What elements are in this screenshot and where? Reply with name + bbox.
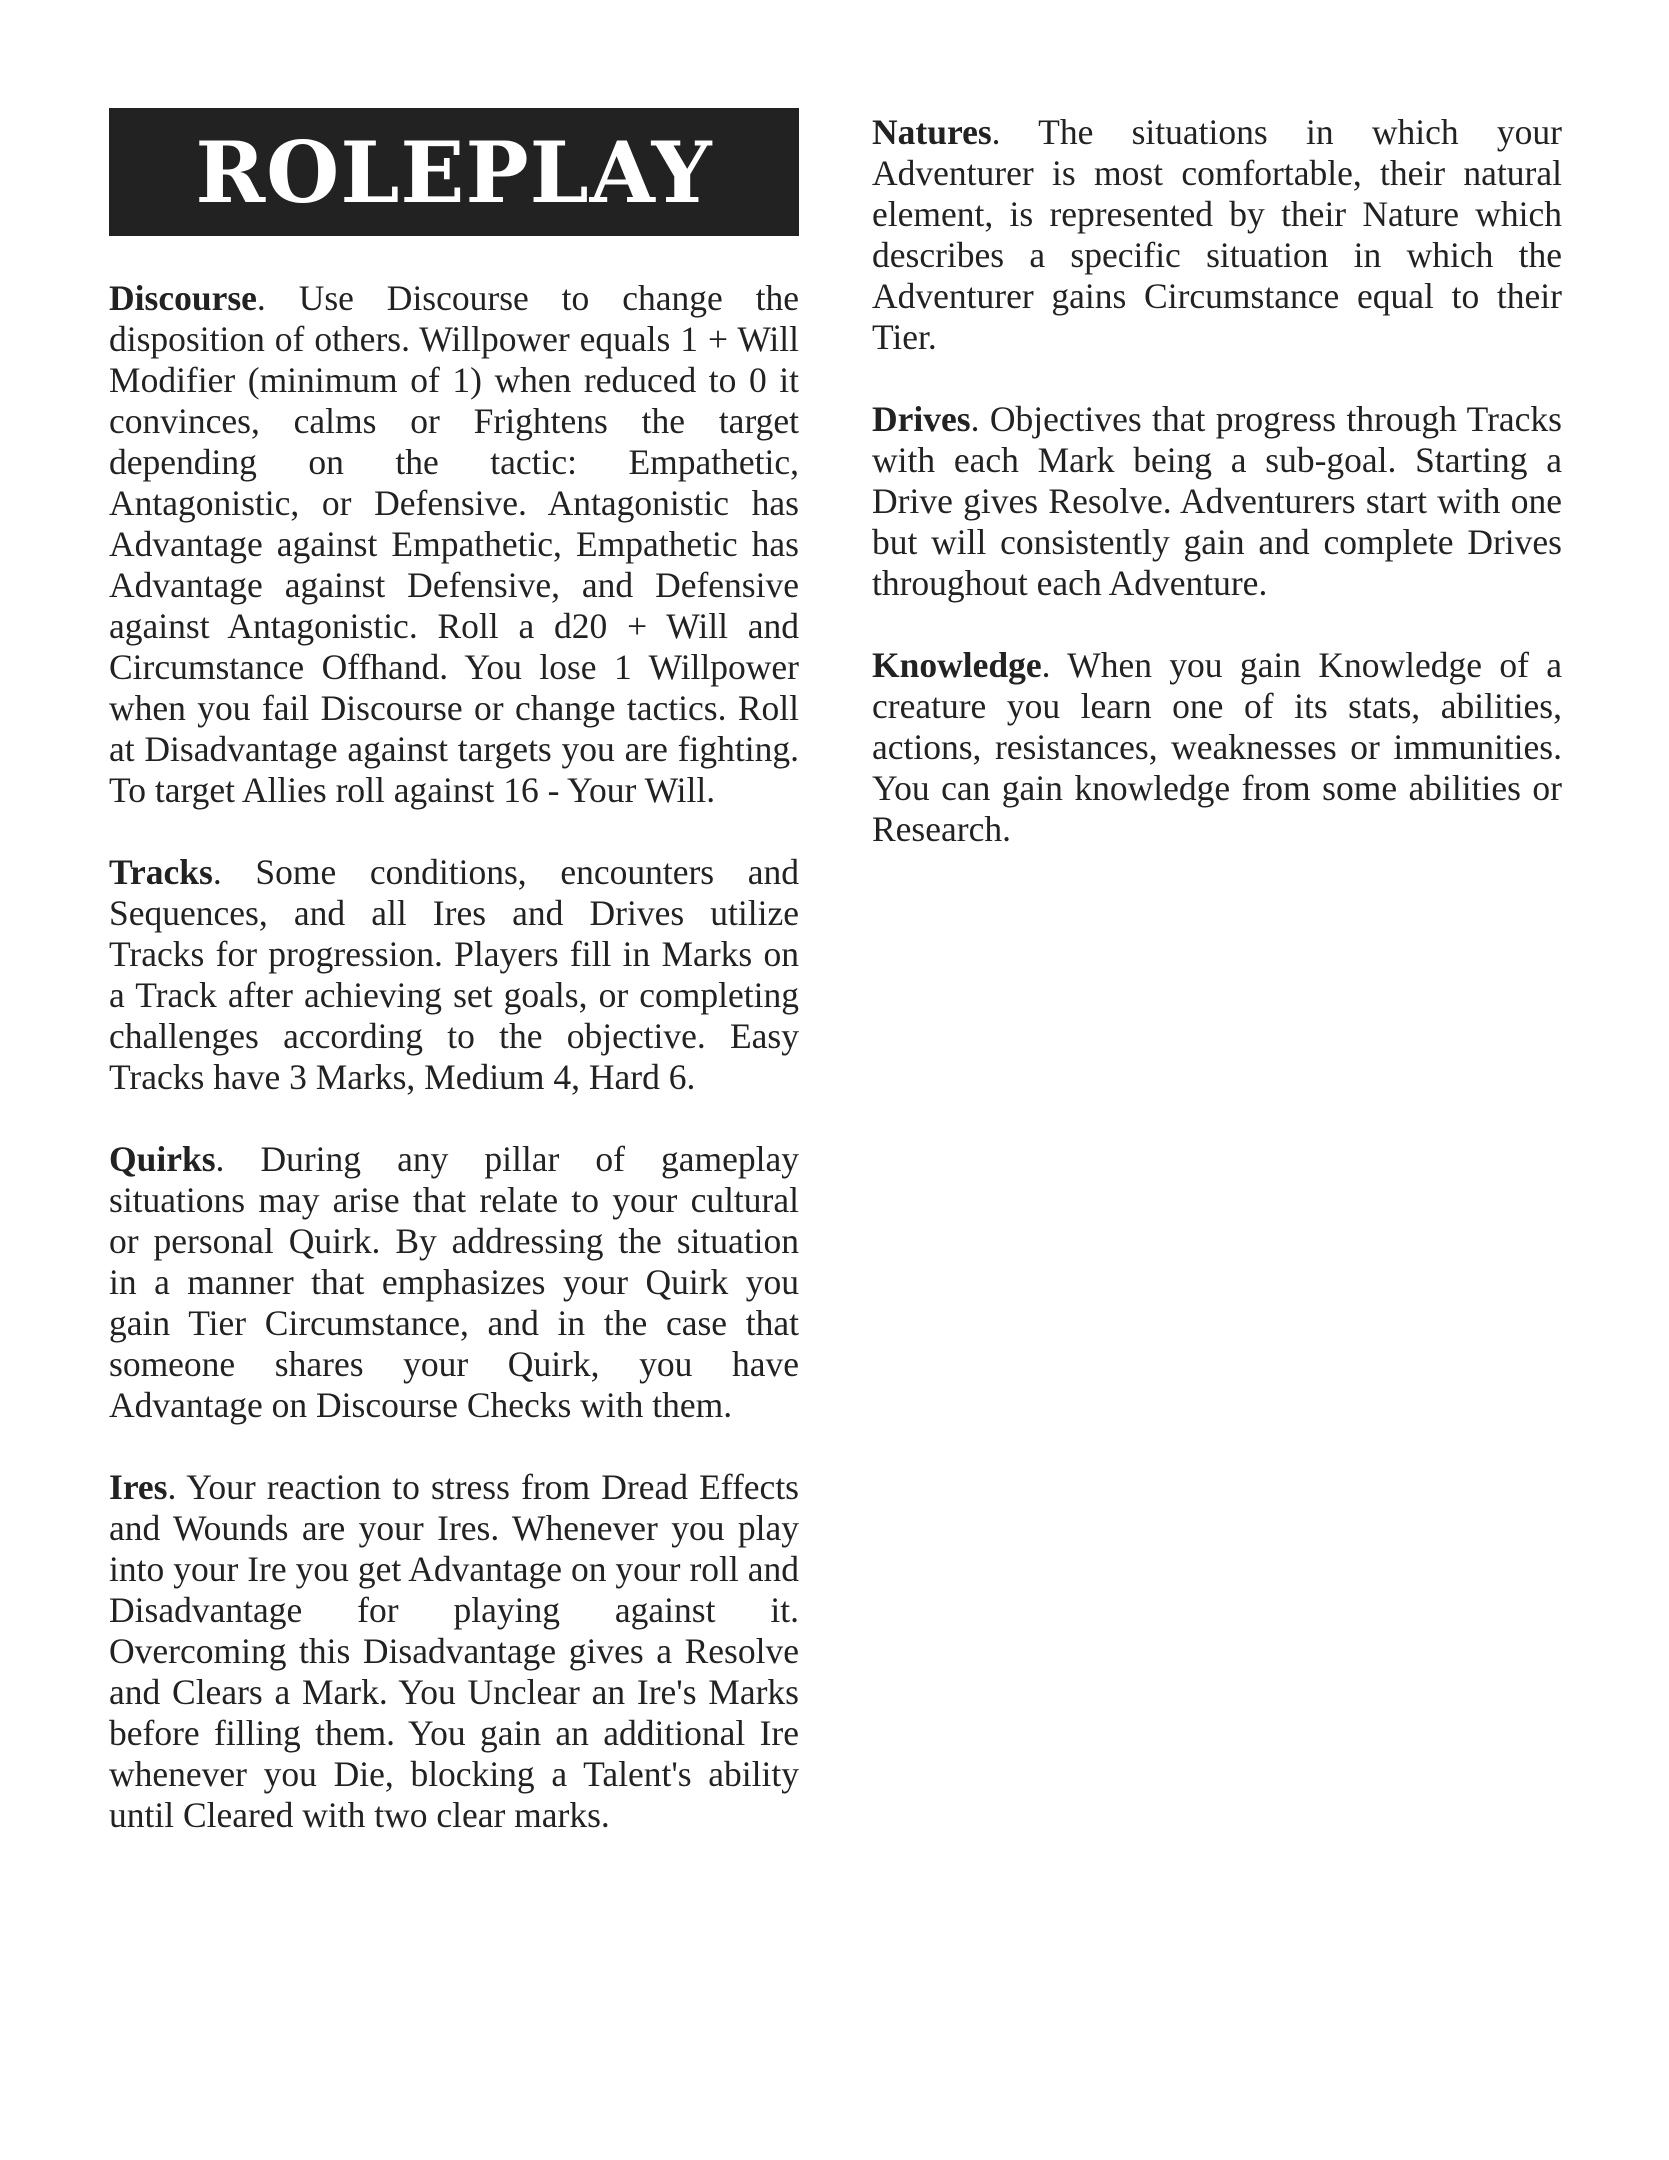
section-text: . Objectives that progress through Tracks with each Mark being a sub-goal. Starting a Drive gives Resolve. Adventurers start with one but will consistently gain and complete Drives throughout each Adventure. [872,399,1562,603]
title-banner [109,108,799,236]
section-drives [872,399,1562,604]
section-tracks [109,852,799,1098]
left-column [109,108,799,1877]
section-term: Natures [872,112,992,152]
section-text: . Your reaction to stress from Dread Effects and Wounds are your Ires. Whenever you play into your Ire you get Advantage on your roll and Disadvantage for playing against it. Overcoming this Disadvantage gives a Resolve and Clears a Mark. You Unclear an Ire's Marks before filling them. You gain an additional Ire whenever you Die, blocking a Talent's ability until Cleared with two clear marks. [109,1467,799,1835]
section-ires [109,1467,799,1836]
section-term: Quirks [109,1139,216,1179]
section-natures [872,112,1562,358]
section-text: . When you gain Knowledge of a creature you learn one of its stats, abilities, actions, resistances, weaknesses or immunities. You can gain knowledge from some abilities or Research. [872,645,1562,849]
section-term: Discourse [109,278,257,318]
section-text: . The situations in which your Adventurer is most comfortable, their natural element, is represented by their Nature which describes a specific situation in which the Adventurer gains Circumstance equal to their Tier. [872,112,1562,357]
section-text: . Use Discourse to change the disposition of others. Willpower equals 1 + Will Modifier (minimum of 1) when reduced to 0 it convinces, calms or Frightens the target depending on the tactic: Empathetic, Antagonistic, or Defensive. Antagonistic has Advantage against Empathetic, Empathetic has Advantage against Defensive, and Defensive against Antagonistic. Roll a d20 + Will and Circumstance Offhand. You lose 1 Willpower when you fail Discourse or change tactics. Roll at Disadvantage against targets you are fighting. To target Allies roll against 16 - Your Will. [109,278,799,810]
section-term: Knowledge [872,645,1042,685]
page-title: ROLEPLAY [195,122,713,222]
section-text: . During any pillar of gameplay situations may arise that relate to your cultural or personal Quirk. By addressing the situation in a manner that emphasizes your Quirk you gain Tier Circumstance, and in the case that someone shares your Quirk, you have Advantage on Discourse Checks with them. [109,1139,799,1425]
section-term: Drives [872,399,971,439]
section-discourse [109,278,799,811]
section-term: Tracks [109,852,213,892]
section-text: . Some conditions, encounters and Sequences, and all Ires and Drives utilize Tracks for progression. Players fill in Marks on a Track after achieving set goals, or completing challenges according to the objective. Easy Tracks have 3 Marks, Medium 4, Hard 6. [109,852,799,1097]
section-knowledge [872,645,1562,850]
section-term: Ires [109,1467,168,1507]
right-column [872,108,1562,891]
section-quirks [109,1139,799,1426]
